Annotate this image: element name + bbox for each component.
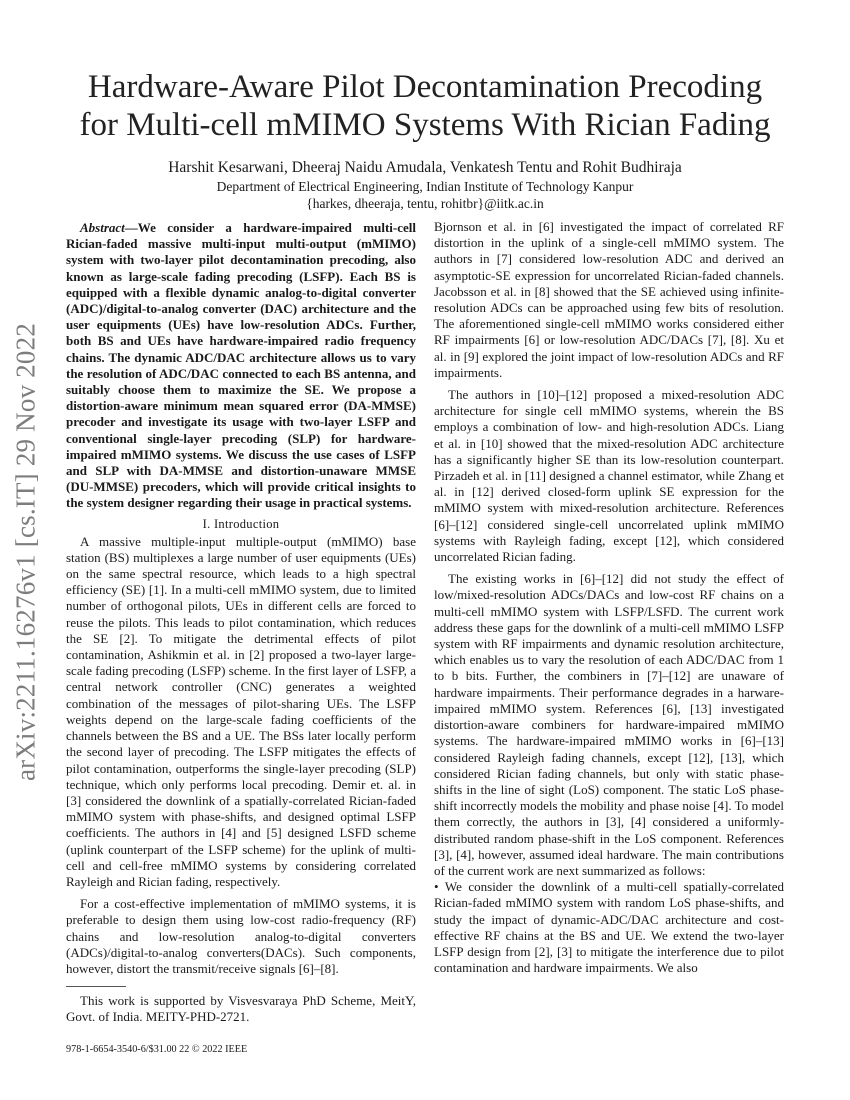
right-paragraph-1: Bjornson et al. in [6] investigated the impact of correlated RF distortion in the uplink of a single-cell mMIMO system. The authors in [7] considered low-resolution ADC and derived an asymptotic-SE expression for uncorrelated Rician-faded channels. Jacobsson et al. in [8] showed that the SE achieved using infinite-resolution ADCs can be approached using few bits of resolution. The aforementioned single-cell mMIMO works considered either RF impairments [6] or low-resolution ADC/DACs [7], [8]. Xu et al. in [9] explored the joint impact of low-resolution ADCs and RF impairments. <box>434 219 784 380</box>
title-line-1: Hardware-Aware Pilot Decontamination Precoding <box>87 69 763 105</box>
title-line-2: for Multi-cell mMIMO Systems With Rician Fading <box>79 107 771 143</box>
intro-paragraph-2: For a cost-effective implementation of mMIMO systems, it is preferable to design them using low-cost radio-frequency (RF) chains and low-resolution analog-to-digital converters (ADCs)/digital-to-analog converters(DACs). Such components, however, distort the transmit/receive signals [6]–[8]. <box>66 896 416 976</box>
copyright-notice: 978-1-6654-3540-6/$31.00 22 © 2022 IEEE <box>66 1043 248 1055</box>
right-paragraph-2: The authors in [10]–[12] proposed a mixed-resolution ADC architecture for single cell mMIMO systems, wherein the BS employs a combination of low- and high-resolution ADCs. Liang et al. in [10] showed that the mixed-resolution ADC architecture has a significantly higher SE than its low-resolution counterpart. Pirzadeh et al. in [11] designed a channel estimator, while Zhang et al. in [12] derived closed-form uplink SE expression for the mMIMO system with mixed-resolution architecture. References [6]–[12] considered single-cell uncorrelated uplink mMIMO systems with Rayleigh fading, except [12], which considered uncorrelated Rician fading. <box>434 387 784 565</box>
abstract <box>66 220 416 512</box>
author-list: Harshit Kesarwani, Dheeraj Naidu Amudala, Venkatesh Tentu and Rohit Budhiraja <box>168 159 682 176</box>
affiliation: Department of Electrical Engineering, Indian Institute of Technology Kanpur <box>216 179 634 194</box>
funding-footnote: This work is supported by Visvesvaraya PhD Scheme, MeitY, Govt. of India. MEITY-PHD-2721. <box>66 993 416 1025</box>
paper-title <box>60 68 790 144</box>
right-column <box>434 219 784 976</box>
intro-paragraph-1: A massive multiple-input multiple-output (mMIMO) base station (BS) multiplexes a large number of user equipments (UEs) on the same spectral resource, which leads to a high spectral efficiency (SE) [1]. In a multi-cell mMIMO system, due to limited number of orthogonal pilots, UEs in different cells are forced to reuse the pilots. This leads to pilot contamination, which reduces the SE [2]. To mitigate the detrimental effects of pilot contamination, Ashikmin et al. in [2] proposed a two-layer large-scale fading precoding (LSFP) scheme. In the first layer of LSFP, a central network controller (CNC) generates a weighted combination of the messages of pilot-sharing UEs. The LSFP weights depend on the large-scale fading coefficients of the channels between the BS and a UE. The BSs later locally perform the second layer of precoding. The LSFP mitigates the effects of pilot contamination, outperforms the single-layer precoding (SLP) technique, which only performs local precoding. Demir et. al. in [3] considered the downlink of a spatially-correlated Rician-faded mMIMO system with phase-shifts, and designed optimal LSFP coefficients. The authors in [4] and [5] designed LSFD scheme (uplink counterpart of the LSFP scheme) for the uplink of multi-cell and cell-free mMIMO systems by considering correlated Rayleigh and Rician fading, respectively. <box>66 533 416 889</box>
author-emails: {harkes, dheeraja, tentu, rohitbr}@iitk.ac.in <box>306 196 544 211</box>
section-heading-introduction: I. Introduction <box>202 516 280 531</box>
left-column <box>66 220 416 1055</box>
footnote-divider <box>66 986 126 987</box>
arxiv-stamp <box>6 262 46 842</box>
arxiv-id: arXiv:2211.16276v1 [cs.IT] 29 Nov 2022 <box>10 322 41 782</box>
abstract-label: Abstract <box>80 220 125 235</box>
contribution-bullet: • We consider the downlink of a multi-cell spatially-correlated Rician-faded mMIMO system with random LoS phase-shifts, and study the impact of dynamic-ADC/DAC architecture and cost-effective RF chains at the BS and UE. We extend the two-layer LSFP design from [2], [3] to mitigate the interference due to pilot contamination and hardware impairments. We also <box>434 879 784 976</box>
paper-header <box>60 68 790 212</box>
right-paragraph-3: The existing works in [6]–[12] did not study the effect of low/mixed-resolution ADCs/DACs and low-cost RF chains on a multi-cell mMIMO system with LSFP/LSFD. The current work address these gaps for the downlink of a multi-cell mMIMO LSFP system with RF impairments and dynamic resolution architecture, which enables us to vary the resolution of each ADC/DAC from 1 to b bits. Further, the combiners in [7]–[12] are unaware of hardware impairments. Their performance degrades in a harware-impaired mMIMO system. References [6], [13] investigated distortion-aware combiners for hardware-impaired mMIMO systems. The hardware-impaired mMIMO works in [6]–[13] considered Rayleigh fading channels, except [12], [13], which considered Rician fading channels, but only with static phase-shifts in the line of sight (LoS) component. The static LoS phase-shift incorrectly models the mobility and phase noise [4]. To model them correctly, the authors in [3], [4] considered a uniformly-distributed random phase-shift in the LoS component. References [3], [4], however, assumed ideal hardware. The main contributions of the current work are next summarized as follows: <box>434 571 784 878</box>
abstract-text: —We consider a hardware-impaired multi-cell Rician-faded massive multi-input multi-output (mMIMO) system with two-layer pilot decontamination precoding, also known as large-scale fading precoding (LSFP). Each BS is equipped with a flexible dynamic analog-to-digital converter (ADC)/digital-to-analog converter (DAC) architecture and the user equipments (UEs) have low-resolution ADCs. Further, both BS and UEs have hardware-impaired radio frequency chains. The dynamic ADC/DAC architecture allows us to vary the resolution of ADC/DAC connected to each BS antenna, and suitably choose them to maximize the SE. We propose a distortion-aware minimum mean squared error (DA-MMSE) precoder and investigate its usage with two-layer LSFP and conventional single-layer precoding (SLP) for hardware-impaired mMIMO systems. We discuss the use cases of LSFP and SLP with DA-MMSE and distortion-unaware MMSE (DU-MMSE) precoders, which will provide critical insights to the system designer regarding their usage in practical systems. <box>66 220 416 511</box>
